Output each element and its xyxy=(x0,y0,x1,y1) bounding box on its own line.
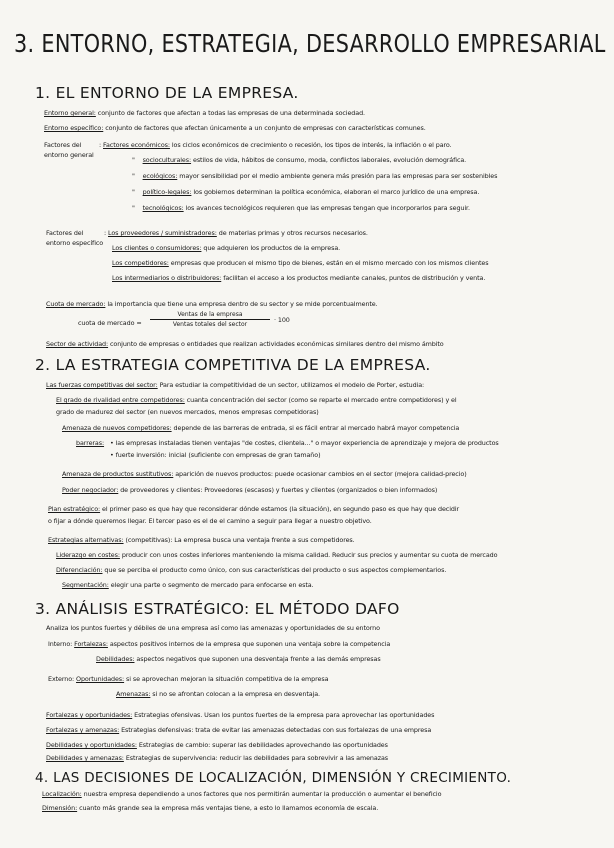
grado-rivalidad: El grado de rivalidad entre competidores: cuanta concentración del sector (como se reparte el mercado entre competidores) y el xyxy=(56,396,457,404)
fuerzas-competitivas: Las fuerzas competitivas del sector: Para estudiar la competitividad de un sector, utilizamos el modelo de Porter, estudia: xyxy=(46,381,425,389)
plan-estrategico: Plan estratégico: el primer paso es que hay que reconsiderar dónde estamos (la situación), en segundo paso es que hay que decidir xyxy=(48,505,460,513)
dimension: Dimensión: cuanto más grande sea la empresa más ventajas tiene, a esto lo llamamos economía de escala. xyxy=(42,804,379,812)
diferenciacion: Diferenciación: que se perciba el producto como único, con sus características del producto o sus aspectos complementarios. xyxy=(56,566,447,574)
cruce-do: Debilidades y oportunidades: Estrategias de cambio: superar las debilidades aprovechando las oportunidades xyxy=(46,741,388,749)
dafo-interno: Interno: Fortalezas: aspectos positivos internos de la empresa que suponen una ventaja sobre la competencia xyxy=(48,640,391,648)
barreras-1: • las empresas instaladas tienen ventajas "de costes, clientela..." o mayor experiencia de aprendizaje y mejora de productos xyxy=(110,439,499,447)
sector-actividad: Sector de actividad: conjunto de empresas o entidades que realizan actividades económicas similares dentro del mismo ámbito xyxy=(46,340,444,348)
cruce-fo: Fortalezas y oportunidades: Estrategias ofensivas. Usan los puntos fuertes de la empresa para aprovechar las oportunidades xyxy=(46,711,435,719)
cuota-mercado: Cuota de mercado: la importancia que tiene una empresa dentro de su sector y se mide porcentualmente. xyxy=(46,300,378,308)
factores-especifico-label: Factores del xyxy=(46,229,84,237)
section-4-heading: 4. LAS DECISIONES DE LOCALIZACIÓN, DIMENSIÓN Y CRECIMIENTO. xyxy=(35,770,512,786)
factor-proveedores: : Los proveedores / suministradores: de materias primas y otros recursos necesarios. xyxy=(104,229,368,237)
segmentacion: Segmentación: elegir una parte o segmento de mercado para enfocarse en esta. xyxy=(62,581,314,589)
dafo-amenazas: Amenazas: si no se afrontan colocan a la empresa en desventaja. xyxy=(116,690,320,698)
formula-label: cuota de mercado = xyxy=(78,319,142,327)
estrategias-alternativas: Estrategias alternativas: (competitivas): La empresa busca una ventaja frente a sus competidores. xyxy=(48,536,355,544)
liderazgo-costes: Liderazgo en costes: producir con unos costes inferiores manteniendo la misma calidad. Reducir sus precios y aumentar su cuota de mercado xyxy=(56,551,498,559)
factor-politico-legales: " político-legales: los gobiernos determinan la política económica, elaboran el marco jurídico de una empresa. xyxy=(132,188,480,196)
factor-tecnologicos: " tecnológicos: los avances tecnológicos requieren que las empresas tengan que incorporarlos para seguir. xyxy=(132,204,470,212)
formula-multiplier: · 100 xyxy=(274,316,290,324)
cruce-fa: Fortalezas y amenazas: Estrategias defensivas: trata de evitar las amenazas detectadas con sus fortalezas de una empresa xyxy=(46,726,432,734)
factor-economicos: : Factores económicos: los ciclos económicos de crecimiento o recesión, los tipos de interés, la inflación o el paro. xyxy=(99,141,452,149)
entorno-general: Entorno general: conjunto de factores que afectan a todas las empresas de una determinada sociedad. xyxy=(44,109,365,117)
localizacion: Localización: nuestra empresa dependiendo a unos factores que nos permitirán aumentar la producción o aumentar el beneficio xyxy=(42,790,442,798)
cruce-da: Debilidades y amenazas: Estrategias de supervivencia: reducir las debilidades para sobrevivir a las amenazas xyxy=(46,754,388,762)
page-title: 3. ENTORNO, ESTRATEGIA, DESARROLLO EMPRESARIAL xyxy=(14,29,606,58)
notes-page: 3. ENTORNO, ESTRATEGIA, DESARROLLO EMPRESARIAL 1. EL ENTORNO DE LA EMPRESA. Entorno general: conjunto de factores que afectan a todas las empresas de una determinada sociedad. Entorno específico: conjunto de factores que afectan únicamente a un conjunto de empresas con características comunes. Factores del entorno general : Factores económicos: los ciclos económicos de crecimiento o recesión, los tipos de interés, la inflación o el paro. " socioculturales: estilos de vida, hábitos de consumo, moda, conflictos laborales, evolución demográfica. " ecológicos: mayor sensibilidad por el medio ambiente genera más presión para las empresas para ser sostenibles " político-legales: los gobiernos determinan la política económica, elaboran el marco jurídico de una empresa. " tecnológicos: los avances tecnológicos requieren que las empresas tengan que incorporarlos para seguir. Factores del entorno específico : Los proveedores / suministradores: de materias primas y otros recursos necesarios. Los clientes o consumidores: que adquieren los productos de la empresa. Los competidores: empresas que producen el mismo tipo de bienes, están en el mismo mercado con los mismos clientes Los intermediarios o distribuidores: facilitan el acceso a los productos mediante canales, puntos de distribución y venta. Cuota de mercado: la importancia que tiene una empresa dentro de su sector y se mide porcentualmente. cuota de mercado = Ventas de la empresa Ventas totales del sector · 100 Sector de actividad: conjunto de empresas o entidades que realizan actividades económicas similares dentro del mismo ámbito 2. LA ESTRATEGIA COMPETITIVA DE LA EMPRESA. Las fuerzas competitivas del sector: Para estudiar la competitividad de un sector, utilizamos el modelo de Porter, estudia: El grado de rivalidad entre competidores: cuanta concentración del sector (como se reparte el mercado entre competidores) y el grado de madurez del sector (en nuevos mercados, menos empresas competidoras) Amenaza de nuevos competidores: depende de las barreras de entrada, si es fácil entrar al mercado habrá mayor competencia barreras: • las empresas instaladas tienen ventajas "de costes, clientela..." o mayor experiencia de aprendizaje y mejora de productos • fuerte inversión: inicial (suficiente con empresas de gran tamaño) Amenaza de productos sustitutivos: aparición de nuevos productos: puede ocasionar cambios en el sector (mejora calidad-precio) Poder negociador: de proveedores y clientes: Proveedores (escasos) y fuertes y clientes (organizados o bien informados) Plan estratégico: el primer paso es que hay que reconsiderar dónde estamos (la situación), en segundo paso es que hay que decidir o fijar a dónde queremos llegar. El tercer paso es el de el camino a seguir para llegar a nuestro objetivo. Estrategias alternativas: (competitivas): La empresa busca una ventaja frente a sus competidores. Liderazgo en costes: producir con unos costes inferiores manteniendo la misma calidad. Reducir sus precios y aumentar su cuota de mercado Diferenciación: que se perciba el producto como único, con sus características del producto o sus aspectos complementarios. Segmentación: elegir una parte o segmento de mercado para enfocarse en esta. 3. ANÁLISIS ESTRATÉGICO: EL MÉTODO DAFO Analiza los puntos fuertes y débiles de una empresa así como las amenazas y oportunidades de su entorno Interno: Fortalezas: aspectos positivos internos de la empresa que suponen una ventaja sobre la competencia Debilidades: aspectos negativos que suponen una desventaja frente a las demás empresas Externo: Oportunidades: si se aprovechan mejoran la situación competitiva de la empresa Amenazas: si no se afrontan colocan a la empresa en desventaja. Fortalezas y oportunidades: Estrategias ofensivas. Usan los puntos fuertes de la empresa para aprovechar las oportunidades Fortalezas y amenazas: Estrategias defensivas: trata de evitar las amenazas detectadas con sus fortalezas de una empresa Debilidades y oportunidades: Estrategias de cambio: superar las debilidades aprovechando las oportunidades Debilidades y amenazas: Estrategias de supervivencia: reducir las debilidades para sobrevivir a las amenazas 4. LAS DECISIONES DE LOCALIZACIÓN, DIMENSIÓN Y CRECIMIENTO. Localización: nuestra empresa dependiendo a unos factores que nos permitirán aumentar la producción o aumentar el beneficio Dimensión: cuanto más grande sea la empresa más ventajas tiene, a esto lo llamamos economía de escala. xyxy=(14,29,606,812)
section-1-heading: 1. EL ENTORNO DE LA EMPRESA. xyxy=(35,84,299,102)
formula-denominator: Ventas totales del sector xyxy=(172,321,248,328)
entorno-especifico: Entorno específico: conjunto de factores que afectan únicamente a un conjunto de empresas con características comunes. xyxy=(44,124,426,132)
dafo-externo: Externo: Oportunidades: si se aprovechan mejoran la situación competitiva de la empresa xyxy=(48,675,329,683)
formula-numerator: Ventas de la empresa xyxy=(177,311,243,318)
factor-ecologicos: " ecológicos: mayor sensibilidad por el medio ambiente genera más presión para las empresas para ser sostenibles xyxy=(132,172,498,180)
formula-fraction-line xyxy=(150,319,270,320)
poder-negociador: Poder negociador: de proveedores y clientes: Proveedores (escasos) y fuertes y clientes (organizados o bien informados) xyxy=(62,486,438,494)
barreras-2: • fuerte inversión: inicial (suficiente con empresas de gran tamaño) xyxy=(110,451,321,459)
productos-sustitutivos: Amenaza de productos sustitutivos: aparición de nuevos productos: puede ocasionar cambios en el sector (mejora calidad-precio) xyxy=(62,470,467,478)
factores-general-label: Factores del xyxy=(44,141,82,149)
amenaza-nuevos: Amenaza de nuevos competidores: depende de las barreras de entrada, si es fácil entrar al mercado habrá mayor competencia xyxy=(62,424,460,432)
section-3-heading: 3. ANÁLISIS ESTRATÉGICO: EL MÉTODO DAFO xyxy=(35,600,400,618)
factor-clientes: Los clientes o consumidores: que adquieren los productos de la empresa. xyxy=(112,244,341,252)
factor-intermediarios: Los intermediarios o distribuidores: facilitan el acceso a los productos mediante canales, puntos de distribución y venta. xyxy=(112,274,486,282)
section-2-heading: 2. LA ESTRATEGIA COMPETITIVA DE LA EMPRESA. xyxy=(35,356,431,374)
factor-competidores: Los competidores: empresas que producen el mismo tipo de bienes, están en el mismo mercado con los mismos clientes xyxy=(112,259,489,267)
factor-socioculturales: " socioculturales: estilos de vida, hábitos de consumo, moda, conflictos laborales, evolución demográfica. xyxy=(132,156,467,164)
dafo-intro: Analiza los puntos fuertes y débiles de una empresa así como las amenazas y oportunidades de su entorno xyxy=(46,624,380,632)
dafo-debilidades: Debilidades: aspectos negativos que suponen una desventaja frente a las demás empresas xyxy=(96,655,381,663)
barreras-label: barreras: xyxy=(76,439,105,447)
